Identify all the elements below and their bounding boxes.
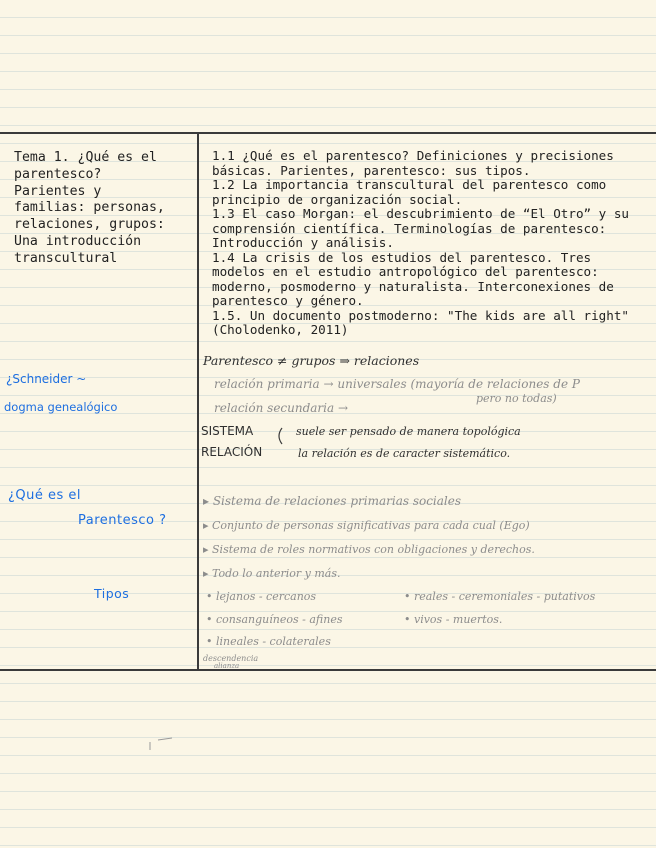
- note-bullet-todo: ▸ Todo lo anterior y más.: [203, 567, 341, 580]
- topic-title-line: relaciones, grupos:: [14, 217, 165, 233]
- topic-title-line: Tema 1. ¿Qué es el: [14, 150, 157, 165]
- topic-contents-cell: [212, 149, 629, 338]
- margin-note-schneider: ¿Schneider ~: [6, 372, 87, 386]
- topic-title-line: Parientes y: [14, 183, 102, 199]
- note-alianza: alianza: [214, 662, 240, 670]
- note-descendencia: descendencia: [203, 654, 259, 663]
- note-pero-no-todas: pero no todas): [476, 392, 557, 405]
- note-tipo-consanguineos: • consanguíneos - afines: [206, 613, 343, 626]
- content-line: 1.3 El caso Morgan: el descubrimiento de “El Otro” y su: [212, 206, 630, 221]
- note-relacion-label: RELACIÓN: [201, 445, 263, 459]
- note-parentesco-grupos: Parentesco ≠ grupos ⇒ relaciones: [203, 353, 420, 368]
- margin-note-dogma: dogma genealógico: [4, 400, 118, 414]
- note-relacion-text: la relación es de caracter sistemático.: [298, 447, 511, 460]
- stray-mark: [150, 738, 172, 750]
- note-tipo-vivos: • vivos - muertos.: [404, 613, 503, 626]
- content-line: principio de organización social.: [212, 191, 463, 207]
- topic-title-line: transcultural: [14, 250, 118, 266]
- margin-note-tipos: Tipos: [94, 586, 130, 601]
- content-line: 1.1 ¿Qué es el parentesco? Definiciones y precisiones: [212, 148, 614, 163]
- note-sistema-text: suele ser pensado de manera topológica: [296, 425, 521, 438]
- topic-title-cell: [14, 150, 165, 268]
- table-top-border: [0, 132, 656, 134]
- note-tipo-lejanos: • lejanos - cercanos: [206, 590, 317, 603]
- margin-note-que-es: ¿Qué es el: [8, 488, 82, 503]
- content-line: 1.2 La importancia transcultural del parentesco como: [212, 177, 607, 192]
- content-line: modelos en el estudio antropológico del parentesco:: [212, 264, 599, 279]
- content-line: moderno, posmoderno y naturalista. Interconexiones de: [212, 278, 614, 294]
- note-bullet-conjunto: ▸ Conjunto de personas significativas para cada cual (Ego): [203, 519, 530, 532]
- margin-note-parentesco: Parentesco ?: [78, 513, 167, 528]
- note-bullet-sistema: ▸ Sistema de relaciones primarias sociales: [203, 494, 462, 508]
- content-line: 1.4 La crisis de los estudios del parentesco. Tres: [212, 249, 592, 265]
- topic-title-line: Una introducción: [14, 233, 142, 249]
- column-divider: [197, 133, 199, 671]
- note-relacion-primaria: relación primaria → universales (mayoría de relaciones de P: [214, 377, 580, 391]
- content-line: Introducción y análisis.: [212, 235, 394, 250]
- table-bottom-border: [0, 669, 656, 671]
- content-line: parentesco y género.: [212, 293, 364, 308]
- note-bullet-roles: ▸ Sistema de roles normativos con obligaciones y derechos.: [203, 543, 535, 556]
- note-sistema-label: SISTEMA: [201, 424, 254, 438]
- note-tipo-reales: • reales - ceremoniales - putativos: [404, 590, 596, 603]
- brace-mark: [279, 428, 282, 444]
- note-tipo-lineales: • lineales - colaterales: [206, 635, 331, 648]
- content-line: básicas. Parientes, parentesco: sus tipos.: [212, 162, 531, 178]
- topic-title-line: parentesco?: [14, 166, 102, 182]
- note-relacion-secundaria: relación secundaria →: [214, 401, 349, 415]
- content-line: comprensión científica. Terminologías de parentesco:: [212, 220, 607, 236]
- topic-title-line: familias: personas,: [14, 200, 165, 216]
- content-line: (Cholodenko, 2011): [212, 322, 349, 337]
- content-line: 1.5. Un documento postmoderno: "The kids are all right": [212, 307, 630, 323]
